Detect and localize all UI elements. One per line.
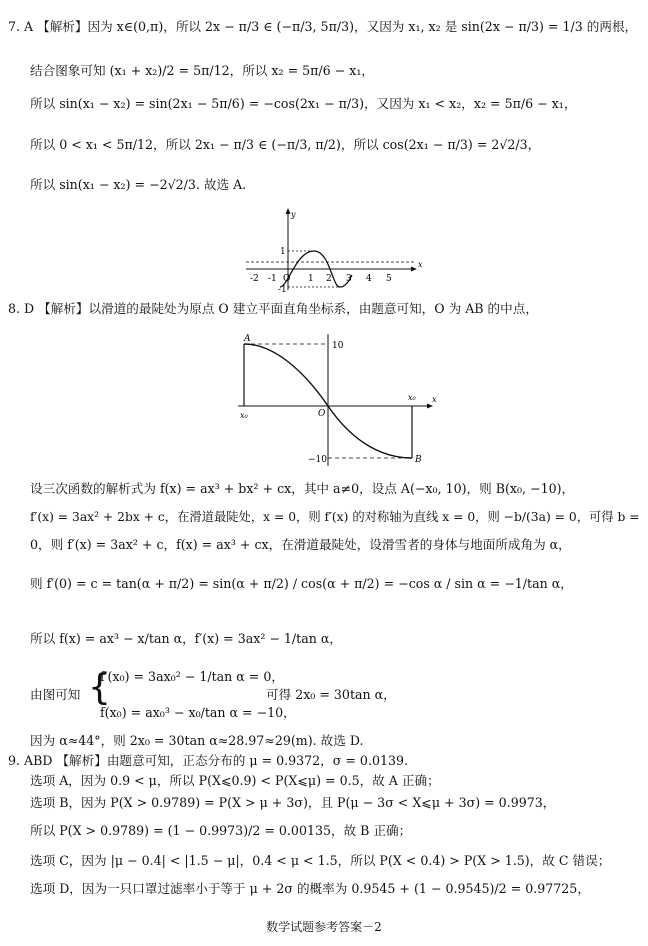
tick-x-neg2: -2 xyxy=(250,274,259,284)
origin-label: O xyxy=(318,409,326,419)
q8-line-5: 则 f′(0) = c = tan(α + π/2) = sin(α + π/2) / cos(α + π/2) = −cos α / sin α = −1/tan α， xyxy=(30,576,573,591)
q7-line-3: 所以 sin(x₁ − x₂) = sin(2x₁ − 5π/6) = −cos(2x₁ − π/3)，又因为 x₁ < x₂，x₂ = 5π/6 − x₁， xyxy=(30,96,577,111)
q8-line-8: 因为 α≈44°，则 2x₀ = 30tan α≈28.97≈29(m). 故选 D. xyxy=(30,733,364,748)
q7-line-5: 所以 sin(x₁ − x₂) = −2√2/3. 故选 A. xyxy=(30,177,247,192)
q8-system-eq-2: f(x₀) = ax₀³ − x₀/tan α = −10， xyxy=(100,705,296,720)
point-a-label: A xyxy=(244,334,251,344)
tick-x-x0: x₀ xyxy=(408,393,416,402)
q7-line-4: 所以 0 < x₁ < 5π/12，所以 2x₁ − π/3 ∈ (−π/3, π/2)，所以 cos(2x₁ − π/3) = 2√2/3， xyxy=(30,137,541,152)
x-axis-arrow xyxy=(411,267,417,272)
tick-x-1: 1 xyxy=(308,274,314,284)
system-brace: { xyxy=(88,667,111,708)
q9-line-1: 9. ABD 【解析】由题意可知，正态分布的 μ = 0.9372，σ = 0.0139. xyxy=(8,753,409,768)
x-axis-label: x xyxy=(418,260,423,269)
q8-line-4: 0，则 f′(x) = 3ax² + c，f(x) = ax³ + cx，在滑道最陡处，设滑雪者的身体与地面所成角为 α， xyxy=(30,537,571,552)
q7-line-1: 7. A 【解析】因为 x∈(0,π)，所以 2x − π/3 ∈ (−π/3, 5π/3)，又因为 x₁, x₂ 是 sin(2x − π/3) = 1/3 的两根， xyxy=(8,19,638,34)
x-axis-label: x xyxy=(432,395,437,404)
q8-system-result: 可得 2x₀ = 30tan α， xyxy=(266,687,396,702)
tick-x-5: 5 xyxy=(386,274,392,284)
q8-system-eq-1: f′(x₀) = 3ax₀² − 1/tan α = 0， xyxy=(100,669,284,684)
q9-line-3: 选项 B，因为 P(X > 0.9789) = P(X > μ + 3σ)，且 P(μ − 3σ < X⩽μ + 3σ) = 0.9973， xyxy=(30,795,556,810)
q8-line-1: 8. D 【解析】以滑道的最陡处为原点 O 建立平面直角坐标系，由题意可知，O 为 AB 的中点， xyxy=(8,301,538,316)
tick-x-neg-x0: x₀ xyxy=(240,411,248,420)
page-footer: 数学试题参考答案－2 xyxy=(266,920,382,934)
q9-line-5: 选项 C，因为 |μ − 0.4| < |1.5 − μ|，0.4 < μ < 1.5，所以 P(X < 0.4) > P(X > 1.5)，故 C 错误； xyxy=(30,853,611,868)
q9-line-6: 选项 D，因为一只口罩过滤率小于等于 μ + 2σ 的概率为 0.9545 + (1 − 0.9545)/2 = 0.97725， xyxy=(30,881,590,896)
q8-system-intro: 由图可知 xyxy=(30,687,81,702)
q9-line-4: 所以 P(X > 0.9789) = (1 − 0.9973)/2 = 0.00135，故 B 正确； xyxy=(30,823,412,838)
tick-y-neg1: -1 xyxy=(278,285,287,295)
q8-cubic-graph xyxy=(232,328,438,468)
tick-y-1: 1 xyxy=(280,247,286,257)
y-axis-label: y xyxy=(291,210,296,219)
x-axis-arrow xyxy=(427,404,433,409)
tick-x-4: 4 xyxy=(366,274,372,284)
tick-y-10: 10 xyxy=(332,341,344,351)
tick-x-3: 3 xyxy=(346,274,352,284)
tick-x-neg1: -1 xyxy=(268,274,277,284)
tick-x-2: 2 xyxy=(326,274,332,284)
tick-origin: O xyxy=(283,274,291,284)
q8-line-6: 所以 f(x) = ax³ − x/tan α，f′(x) = 3ax² − 1/tan α， xyxy=(30,631,342,646)
tick-y-neg10: −10 xyxy=(308,455,327,465)
q9-line-2: 选项 A，因为 0.9 < μ，所以 P(X⩽0.9) < P(X⩽μ) = 0.5，故 A 正确； xyxy=(30,773,440,788)
q8-line-2: 设三次函数的解析式为 f(x) = ax³ + bx² + cx，其中 a≠0，设点 A(−x₀, 10)，则 B(x₀, −10)， xyxy=(30,481,575,496)
q7-sine-graph xyxy=(242,205,422,295)
y-axis-arrow xyxy=(286,208,291,214)
q7-line-2: 结合图象可知 (x₁ + x₂)/2 = 5π/12，所以 x₂ = 5π/6 − x₁， xyxy=(30,63,374,78)
point-b-label: B xyxy=(415,455,422,465)
q8-line-3: f′(x) = 3ax² + 2bx + c，在滑道最陡处，x = 0，则 f′(x) 的对称轴为直线 x = 0，则 −b/(3a) = 0，可得 b = xyxy=(30,510,640,524)
